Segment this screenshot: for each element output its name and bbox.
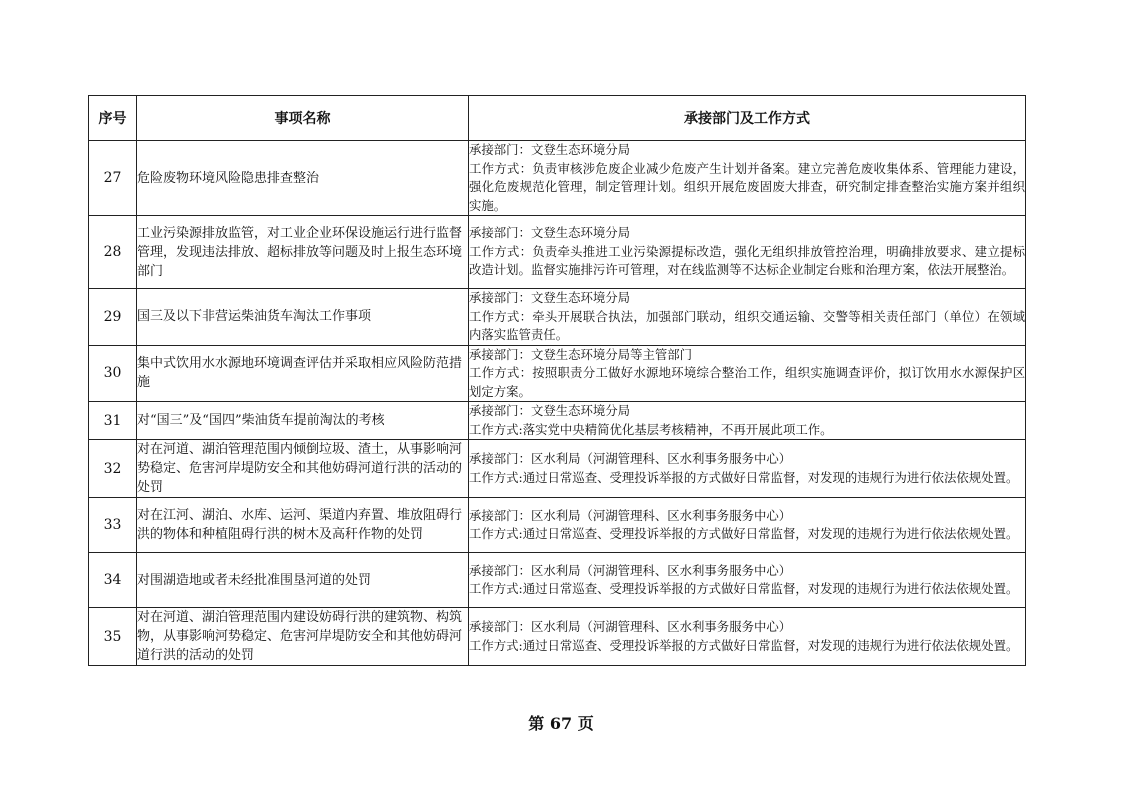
row-method <box>469 141 1026 216</box>
table-row <box>89 440 1026 498</box>
table-row <box>89 553 1026 608</box>
row-no: 35 <box>89 608 137 666</box>
row-no: 27 <box>89 141 137 216</box>
row-dept: 承接部门：区水利局（河湖管理科、区水利事务服务中心） <box>469 507 792 523</box>
row-no: 32 <box>89 440 137 498</box>
table-row <box>89 402 1026 440</box>
page-number: 第 67 页 <box>528 714 594 733</box>
row-work-method: 工作方式:通过日常巡查、受理投诉举报的方式做好日常监督，对发现的违规行为进行依法依规处置。 <box>469 469 1019 485</box>
row-method <box>469 553 1026 608</box>
row-method <box>469 608 1026 666</box>
row-dept: 承接部门：文登生态环境分局 <box>469 403 631 418</box>
row-dept: 承接部门：区水利局（河湖管理科、区水利事务服务中心） <box>469 562 792 578</box>
row-dept: 承接部门：文登生态环境分局 <box>469 142 631 157</box>
row-no: 33 <box>89 498 137 553</box>
table-row <box>89 608 1026 666</box>
row-name: 危险废物环境风险隐患排查整治 <box>137 141 469 216</box>
header-name: 事项名称 <box>137 96 469 141</box>
row-work-method: 工作方式:通过日常巡查、受理投诉举报的方式做好日常监督，对发现的违规行为进行依法依规处置。 <box>469 526 1019 541</box>
row-dept: 承接部门：文登生态环境分局等主管部门 <box>469 346 693 362</box>
row-method <box>469 216 1026 289</box>
row-method <box>469 498 1026 553</box>
table-row <box>89 141 1026 216</box>
row-no: 29 <box>89 289 137 346</box>
header-method: 承接部门及工作方式 <box>469 96 1026 141</box>
row-no: 30 <box>89 345 137 402</box>
row-method <box>469 402 1026 440</box>
row-work-method: 工作方式：负责牵头推进工业污染源提标改造，强化无组织排放管控治理，明确排放要求、建立提标改造计划。监督实施排污许可管理，对在线监测等不达标企业制定台账和治理方案，依法开展整治。 <box>469 243 1025 278</box>
row-name: 国三及以下非营运柴油货车淘汰工作事项 <box>137 289 469 346</box>
row-dept: 承接部门：文登生态环境分局 <box>469 225 631 241</box>
row-name: 集中式饮用水水源地环境调查评估并采取相应风险防范措施 <box>137 345 469 402</box>
row-name: 对“国三”及“国四”柴油货车提前淘汰的考核 <box>137 402 469 440</box>
table-header-row <box>89 96 1026 141</box>
table-row <box>89 498 1026 553</box>
row-name: 对在河道、湖泊管理范围内建设妨碍行洪的建筑物、构筑物，从事影响河势稳定、危害河岸堤防安全和其他妨碍河道行洪的活动的处罚 <box>137 608 469 666</box>
row-work-method: 工作方式:通过日常巡查、受理投诉举报的方式做好日常监督，对发现的违规行为进行依法依规处置。 <box>469 581 1019 596</box>
row-name: 对在江河、湖泊、水库、运河、渠道内弃置、堆放阻碍行洪的物体和种植阻碍行洪的树木及高秆作物的处罚 <box>137 498 469 553</box>
matter-table <box>88 95 1026 666</box>
row-work-method: 工作方式:通过日常巡查、受理投诉举报的方式做好日常监督，对发现的违规行为进行依法依规处置。 <box>469 637 1019 653</box>
table-row <box>89 216 1026 289</box>
row-method <box>469 440 1026 498</box>
table-row <box>89 345 1026 402</box>
row-dept: 承接部门：文登生态环境分局 <box>469 290 631 305</box>
row-name: 对围湖造地或者未经批准围垦河道的处罚 <box>137 553 469 608</box>
row-name: 对在河道、湖泊管理范围内倾倒垃圾、渣土，从事影响河势稳定、危害河岸堤防安全和其他妨碍河道行洪的活动的处罚 <box>137 440 469 498</box>
row-no: 34 <box>89 553 137 608</box>
header-no: 序号 <box>89 96 137 141</box>
row-method <box>469 345 1026 402</box>
row-dept: 承接部门：区水利局（河湖管理科、区水利事务服务中心） <box>469 451 792 466</box>
row-no: 28 <box>89 216 137 289</box>
row-method <box>469 289 1026 346</box>
row-no: 31 <box>89 402 137 440</box>
row-work-method: 工作方式:落实党中央精简优化基层考核精神，不再开展此项工作。 <box>469 421 833 437</box>
row-dept: 承接部门：区水利局（河湖管理科、区水利事务服务中心） <box>469 619 792 634</box>
row-work-method: 工作方式：牵头开展联合执法，加强部门联动，组织交通运输、交警等相关责任部门（单位）在领域内落实监管责任。 <box>469 308 1025 342</box>
table-row <box>89 289 1026 346</box>
row-work-method: 工作方式：负责审核涉危废企业减少危废产生计划并备案。建立完善危废收集体系、管理能力建设，强化危废规范化管理，制定管理计划。组织开展危废固废大排查，研究制定排查整治实施方案并组织实施。 <box>469 160 1025 213</box>
row-name: 工业污染源排放监管，对工业企业环保设施运行进行监督管理，发现违法排放、超标排放等问题及时上报生态环境部门 <box>137 216 469 289</box>
row-work-method: 工作方式：按照职责分工做好水源地环境综合整治工作，组织实施调查评价，拟订饮用水水源保护区划定方案。 <box>469 365 1025 399</box>
